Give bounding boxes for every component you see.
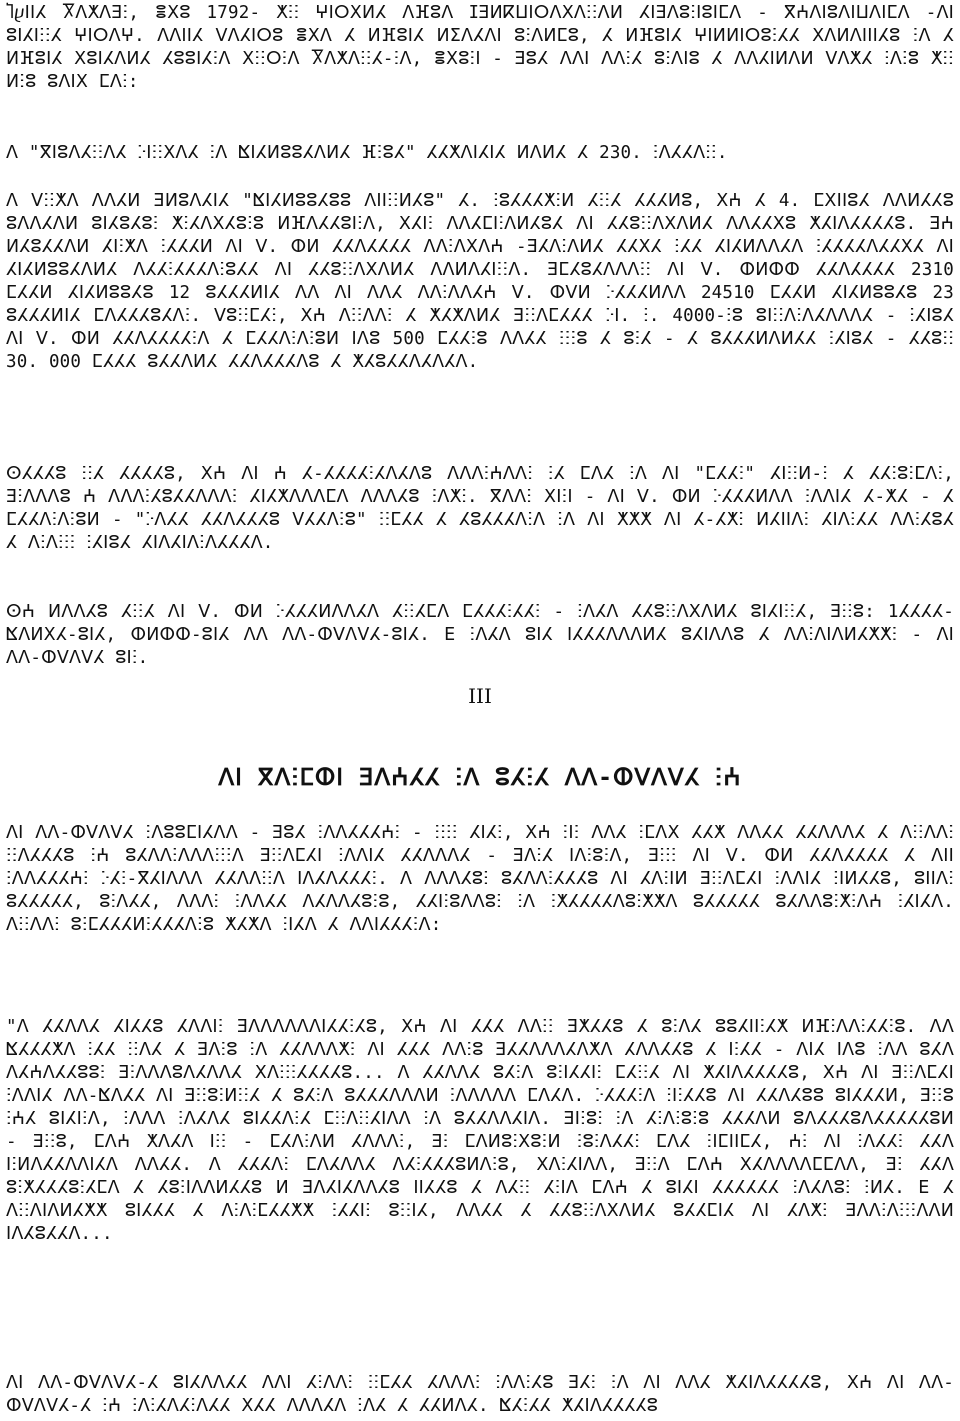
paragraph-closing: ⴷⵏ ⴷⴷ-ⵀⴸⴷⴸⵃ-ⵃ ⵓⵏⵃⴷⴷⵃⵃ ⴷⴷⵏ ⵃⵗⴷⴷⵗ ⵗⵗⵎⵃⵃ ⵃⴷⴷⴷⵗ ⵗⴷⴷⵗⵃⵓ ⴺⵃⵗ ⵗⴷ ⴷⵏ ⴷⴷⵃ ⵅⵃⵏⴷⵃⵃⵃⵃⵓ, ⵝⵄ ⴷⵏ ⴷⴷ-ⵀⴸⴷⴸⵃ-ⵃ ⵗⵄ ⵗⴷⵗⵃⴷⵃⵗⴷⵃⵃ ⵝⵃⵃ ⴷⴷⴷⵃⴷ ⵗⴷⵃ ⵃ ⵃⵃⵍⴷⵃ. ⴿⵃⵗⵃⵃ ⵅⵃⵏⴷⵃⵃⵃⵃⵓ: [6, 1373, 954, 1416]
paragraph-statistics: ⴷ ⴸⵗⵗⵅⴷ ⴷⴷⵃⵍ ⴺⵍⵓⴷⵃⵏⵃ "ⴿⵏⵃⵍⵓⵓⵃⵓⵓ ⴷⵏⵏⵗⵗⵍⵃⵓ" ⵃ. ⵗⵓⵃⵃⵃⵅⵗⵍ ⵃⵗⵗⵃ ⵃⵃⵃⵍⵓ, ⵝⵄ ⵃ 4. ⵎⵝⵏⵏⵓⵃ ⴷⴷⵍⵃⵃⵓ ⵓⴷⴷⵃⴷⵍ ⵓⵏⵃⵓⵃⵓⵗ ⵅⵗⵃⴷⵝⵃⵓⵗⵓ ⵍⴼⴷⵃⵃⵓⵏⵗⴷ, ⵝⵃⵏⵗ ⴷⴷⵃⵎⵏⵗⴷⵍⵃⵓⵃ ⴷⵏ ⵃⵃⵓⵗⵗⴷⵝⴷⵍⵃ ⴷⴷⵃⵃⵝⵓ ⵅⵃⵏⴷⵃⵃⵃⵃⵓ. ⴺⵄ ⵍⵃⵓⵃⵃⴷⵍ ⵃⵏⵗⵅⴷ ⵗⵃⵃⵃⵍ ⴷⵏ ⴸ. ⵀⵍ ⵃⵃⴷⵃⵃⵃⵃ ⴷⴷⵗⴷⵝⴷⵄ -ⴺⵃⴷⵗⴷⵍⵃ ⵃⵃⵝⵃ ⵗⵃⵃ ⵃⵏⵃⵍⴷⴷⵃⴷ ⵗⵃⵃⵃⵃⴷⵃⵃⵝⵃ ⴷⵏ ⵃⵏⵃⵍⵓⵓⵃⴷⵍⵃ ⴷⵃⵃⵗⵃⵃⵃⴷⵗⵓⵃⵃ ⴷⵏ ⵃⵃⵓⵗⵗⴷⵝⴷⵍⵃ ⴷⴷⵍⴷⵃⵏⵗⵗⴷ. ⴺⵎⵃⵓⵃⴷⴷⴷⵗⵗ ⴷⵏ ⴸ. ⵀⵍⵀⵀ ⵃⵃⴷⵃⵃⵃⵃ 2310 ⵎⵃⵃⵍ ⵃⵏⵃⵍⵓⵓⵃⵓ 12 ⵓⵃⵃⵃⵍⵏⵃ ⴷⴷ ⴷⵏ ⴷⴷⵃ ⴷⴷⵗⴷⴷⵃⵄ ⴸ. ⵀⴸⵍ ⴾⵃⵃⵃⵍⴷⴷ 24510 ⵎⵃⵃⵍ ⵃⵏⵃⵍⵓⵓⵃⵓ 23 ⵓⵃⵃⵃⵍⵏⵃ ⵎⴷⵃⵃⵃⵓⵃⴷⵗ. ⴸⵓⵗⵗⵎⵃⵗ, ⵝⵄ ⴷⵗⵗⴷⴷⵗ ⵃ ⵅⵃⵅⴷⵍⵃ ⴺⵗⵗⴷⵎⵃⵃⵃ ⴾⵏ. ⵗ. 4000-ⵗⵓ ⵓⵏⵗⵗⴷⵗⴷⵃⴷⴷⴷⵃ - ⵗⵃⵏⵓⵃ ⴷⵏ ⴸ. ⵀⵍ ⵃⵃⴷⵃⵃⵃⵃⵗⴷ ⵃ ⵎⵃⵃⴷⵗⴷⵗⵓⵍ ⵏⴷⵓ 500 ⵎⵃⵃⵗⵓ ⴷⴷⵃⵃ ⵗⵗⵗⵓ ⵃ ⵓⵗⵃ - ⵃ ⵓⵃⵃⵃⵍⴷⵍⵃⵃ ⵗⵃⵏⵓⵃ - ⵃⵃⵓⵗⵗ 30. 000 ⵎⵃⵃⵃ ⵓⵃⵃⴷⵍⵃ ⵃⵃⴷⵃⵃⵃⴷⵓ ⵃ ⵅⵃⵓⵃⵃⴷⵃⴷⵃⴷ.: [6, 191, 954, 372]
section-number: III: [468, 684, 492, 708]
paragraph-region: ⵙⵃⵃⵃⵓ ⵗⵗⵃ ⵃⵃⵃⵃⵓ, ⵝⵄ ⴷⵏ ⵄ ⵃ-ⵃⵃⵃⵃⵗⵃⴷⵃⴷⵓ ⴷⴷⴷⵗⵄⴷⴷⵗ ⵗⵃ ⵎⴷⵃ ⵗⴷ ⴷⵏ "ⵎⵃⵃⵗ" ⵃⵏⵗⵗⵍ-ⵗ ⵃ ⵃⵃⵗⵓⵗⵎⴷⵗ, ⴺⵗⴷⴷⴷⵓ ⵄ ⴷⴷⴷⵗⵃⵓⵃⵃⴷⴷⴷⵗ ⵃⵏⵃⵅⴷⴷⴷⵎⴷ ⴷⴷⴷⵃⵓ ⵗⴷⵅⵗ. ⴳⴷⴷⵗ ⵝⵏⵗⵏ - ⴷⵏ ⴸ. ⵀⵍ ⴾⵃⵃⵃⵍⴷⴷ ⵗⴷⴷⵏⵃ ⵃ-ⵅⵃ - ⵃ ⵎⵃⵃⴷⵗⴷⵗⵓⵍ - "ⴾⴷⵃⵃ ⵃⵃⴷⵃⵃⵃⵓ ⴸⵃⵃⴷⵗⵓ" ⵗⵗⵎⵃⵃ ⵃ ⵃⵓⵃⵃⵃⴷⵗⴷ ⵗⴷ ⴷⵏ ⵅⵅⵅ ⴷⵏ ⵃ-ⵃⵅⵗ ⵍⵃⵏⵏⴷⵗ ⵃⵏⴷⵗⵃⵃ ⴷⴷⵗⵃⵓⵃ ⵃ ⴷⵗⴷⵗⵗⵗ ⵗⵃⵏⵓⵃ ⵃⵏⴷⵃⵏⴷⵗⴷⵃⵃⵃⴷ.: [6, 464, 954, 553]
paragraph-quotation: "ⴷ ⵃⵃⴷⴷⵃ ⵃⵏⵃⵃⵓ ⵃⴷⴷⵏⵗ ⴺⴷⴷⴷⴷⴷⴷⵏⵃⵃⵗⵃⵓ, ⵝⵄ ⴷⵏ ⵃⵃⵃ ⴷⴷⵗⵗ ⴺⵅⵃⵃⵓ ⵃ ⵓⵗⴷⵃ ⵓⵓⵃⵏⵏⵗⵃⵅ ⵍⴼⵗⴷⴷⵗⵃⵃⵗⵓ. ⴷⴷ ⴿⵃⵃⵃⵅⴷ ⵗⵃⵃ ⵗⵗⴷⵃ ⵃ ⴺⴷⵗⵓ ⵗⴷ ⵃⵃⴷⴷⴷⵅⵗ ⴷⵏ ⵃⵃⵃ ⴷⴷⵗⵓ ⴺⵃⵃⴷⴷⴷⵃⴷⵅⴷ ⵃⴷⴷⵃⵃⵓ ⵃ ⵏⵗⵃⵃ - ⴷⵏⵃ ⵏⴷⵓ ⵗⴷⴷ ⵓⵃⴷ ⴷⵃⵄⴷⵃⵃⵓⵓⵗ ⴺⵗⴷⴷⴷⵓⴷⵃⴷⴷⵃ ⵝⴷⵗⵗⵗⵃⵃⵃⵃⵓ... ⴷ ⵃⵃⴷⴷⵃ ⵓⵃⵗⴷ ⵓⵗⵏⵃⵃⵏⵗ ⵎⵃⵗⵗⵃ ⴷⵏ ⵅⵃⵏⴷⵃⵃⵃⵃⵓ, ⵝⵄ ⴷⵏ ⴺⵗⵗⴷⵎⵃⵏ ⵗⴷⴷⵏⵃ ⴷⴷ-ⴿⴷⵃⵃ ⴷⵏ ⴺⵗⵗⵓⵗⵍⵗⵗⵃ ⵃ ⵓⵃⵗⴷ ⵓⵃⵃⵃⴷⴷⴷⵍ ⵗⴷⴷⴷⴷⴷ ⵎⴷⵃⴷ. ⴾⵃⵃⵃⵗⴷ ⵗⵏⵗⵃⵃⵓ ⴷⵏ ⵃⵃⴷⵃⵓⵓ ⵓⵏⵃⵃⵃⵍ, ⴺⵗⵗⵓ ⵗⵄⵃ ⵓⵏⵃⵏⵗⴷ, ⵗⴷⴷⴷ ⵗⴷⵃⴷⵃ ⵓⵏⵃⵃⴷⵗⵃ ⵎⵗⵗⴷⵗⵗⵃⵏⴷⴷ ⵗⴷ ⵓⵃⵃⴷⴷⵃⵏⴷ. ⴺⵏⵗⵓⵗ ⵗⴷ ⵃⵗⴷⵗⵓⵗⵓ ⵃⵃⵃⴷⵍ ⵓⴷⵃⵃⵃⵓⴷⵃⵃⵃⵃⵃⵓⵍ - ⴺⵗⵗⵓ, ⵎⴷⵄ ⵅⴷⵃⴷ ⵏⵗⵗ - ⵎⵃⴷⵗⴷⵍ ⵃⴷⴷⴷⵗ, ⴺⵗ ⵎⴷⵍⵓⵗⵝⵓⵗⵍ ⵗⵓⵗⴷⵃⵃⵗ ⵎⴷⵃ ⵗⵏⵎⵏⵏⵎⵃ, ⵄⵗ ⴷⵏ ⵗⴷⵃⵃⵗ ⵃⵃⴷ ⵏⵗⵍⴷⵃⵃⴷⴷⵏⵃⴷ ⴷⴷⵃⵃ. ⴷ ⵃⵃⵃⴷⵗ ⵎⴷⵃⴷⴷⵃ ⴷⵃⵗⵃⵃⵃⵓⵍⴷⵗⵓ, ⵝⴷⵗⵃⵏⴷⴷ, ⴺⵗⵗⴷ ⵎⴷⵄ ⵝⵃⴷⴷⴷⴷⵎⵎⴷⴷ, ⴺⵗ ⵃⵃⴷ ⵓⵗⵅⵃⵃⵃⵓⵗⵃⵎⴷ ⵃ ⵃⵓⵗⵏⴷⴷⵍⵃⵃⵓ ⵍ ⴺⴷⵃⵏⵃⴷⴷⵃⵓ ⵏⵏⵃⵃⵓ ⵃ ⴷⵃⵗⵗ ⵃⵗⵏⴷ ⵎⴷⵄ ⵃ ⵓⵏⵃⵏ ⵃⵃⵃⵃⵃⵃ ⵗⴷⵃⴷⵓⵗ ⵗⵍⵃ. ⴹ ⵃ ⴷⵗⵗⴷⵏⴷⵍⵃⵅⵅ ⵓⵏⵃⵃⵃ ⵃ ⴷⵗⴷⵗⵎⵃⵃⵅⵅ ⵗⵃⵃⵏⵗ ⵓⵗⵗⵏⵃ, ⴷⴷⵃⵃ ⵃ ⵃⵃⵓⵗⵗⴷⵝⴷⵍⵃ ⵓⵃⵃⵎⵏⵃ ⴷⵏ ⵃⴷⵅⵗ ⴺⴷⴷⵗⴷⵗⵗⵗⴷⴷⵍ ⵏⴷⵃⵓⵃⵃⴷ...: [6, 1017, 954, 1244]
paragraph-districts: ⵙⵄ ⵍⴷⴷⵃⵓ ⵃⵗⵗⵃ ⴷⵏ ⴸ. ⵀⵍ ⴾⵃⵃⵃⵍⴷⴷⵃⴷ ⵃⵗⵗⵃⵎⴷ ⵎⵃⵃⵃⵗⵃⵃⵗ - ⵗⴷⵃⴷ ⵃⵃⵓⵗⵗⴷⵝⴷⵍⵃ ⵓⵏⵃⵏⵗⵗⵃ, ⴺⵗⵗⵓ: 1ⵃⵃⵃⵃ-ⴿⴷⵍⵝⵃ-ⵓⵏⵃ, ⵀⵍⵀⵀ-ⵓⵏⵃ ⴷⴷ ⴷⴷ-ⵀⴸⴷⴸⵃ-ⵓⵏⵃ. ⴹ ⵗⴷⵃⴷ ⵓⵏⵃ ⵏⵃⵃⵃⴷⴷⴷⵍⵃ ⵓⵃⵏⴷⴷⵓ ⵃ ⴷⴷⵗⴷⵏⴷⵍⵃⵅⵅⵗ - ⴷⵏ ⴷⴷ-ⵀⴸⴷⴸⵃ ⵓⵏⵗ.: [6, 602, 954, 668]
paragraph-intro: Ⴈⴞⵏⵏⵃ Ⴟⴷⵅⴷⴺⵗ, ⴻⵝⵓ 1792- ⵅⵗⵗ ⵖⵏⵔⵝⵍⵃ ⴷⴼⵓⴷ ⵊⴺⵍⴽⵡⵏⵔⴷⵝⴷⵗⵗⴷⵍ ⵃⵏⴺⴷⵓⵗⵏⵓⵏⵎⴷ - ⴳⵄⴷⵏⵓⴷⵏⵡⴷⵏⵎⴷ -ⴷⵏ ⵓⵏⵃⵏⵗⵗⵃ ⵖⵏⵔⴷⵖ. ⴷⴷⵏⵏⵃ ⴸⴷⵃⵏⵔⵓ ⴻⵝⴷ ⵃ ⵍⴼⵓⵏⵃ ⵍⵉⴷⵃⴷⵏ ⵓⵗⴷⵍⵎⵓ, ⵃ ⵍⴼⵓⵏⵃ ⵖⵏⵍⵍⵏⵔⵓⵗⵃⵃ ⵝⴷⵍⴷⵏⵏⵏⵃⵓ ⵗⴷ ⵃ ⵍⴼⵓⵏⵃ ⵝⵓⵏⵃⴷⵍⵃ ⵃⵓⵓⵏⵃⵗⴷ ⵝⵗⵗⵔⵗⴷ Ⴟⴷⵅⴷⵗⵗⵃ-ⵗⴷ, ⴻⵝⵓⵗⵏ - ⴺⵓⵃ ⴷⴷⵏ ⴷⴷⵗⵃ ⵓⵗⴷⵏⵓ ⵃ ⴷⴷⵃⵏⵍⴷⵍ ⴸⴷⵅⵃ ⵗⴷⵗⵓ ⵅⵗⵗ ⵍⵗⵓ ⵓⴷⵏⵝ ⵎⴷⵗ:: [6, 3, 954, 92]
paragraph-section-intro: ⴷⵏ ⴷⴷ-ⵀⴸⴷⴸⵃ ⵗⴷⵓⵓⵎⵏⵃⴷⴷ - ⴺⵓⵃ ⵗⴷⴷⵃⵃⵃⵄⵗ - ⵗⵗⵗⵗ ⵃⵏⵃⵗ, ⵝⵄ ⵗⵏⵗ ⴷⴷⵃ ⵗⵎⴷⵝ ⵃⵃⵅ ⴷⴷⵃⵃ ⵃⵃⴷⴷⴷⵃ ⵃ ⴷⵗⵗⴷⴷⵗ ⵗⵗⴷⵃⵃⵃⵓ ⵗⵄ ⵓⵃⴷⴷⵗⴷⴷⴷⵗⵗⵗⴷ ⴺⵗⵗⴷⵎⵃⵏ ⵗⴷⴷⵏⵃ ⵃⵃⴷⴷⴷⵃ - ⴺⴷⵗⵃ ⵏⴷⵗⵓⵗⴷ, ⴺⵗⵗⵗ ⴷⵏ ⴸ. ⵀⵍ ⵃⵃⴷⵃⵃⵃⵃ ⵃ ⴷⵏⵏ ⵗⴷⴷⵃⵃⵃⵄⵗ ⴾⵃⵗ-ⴳⵃⵏⴷⴷⴷ ⵃⵃⴷⴷⵗⵗⴷ ⵏⴷⵃⴷⵃⵃⵃⵗ. ⴷ ⴷⴷⴷⵃⵓⵗ ⵓⵃⴷⴷⵗⵃⵃⵃⵓ ⴷⵏ ⵃⴷⵗⵏⵍ ⴺⵗⵗⴷⵎⵃⵏ ⵗⴷⴷⵏⵃ ⵗⵏⵍⵃⵃⵓ, ⵓⵏⵏⴷⵗ ⵓⵃⵃⵃⵃⵃ, ⵓⵗⴷⵃⵃ, ⴷⴷⴷⵗ ⵗⴷⴷⵃⵃ ⴷⵃⴷⴷⵃⵓⵗⵓ, ⵃⵃⵏⵗⵓⴷⴷⵓⵗ ⵗⴷ ⵗⵅⵃⵃⵃⵃⴷⵓⵗⵅⵅⴷ ⵓⵃⵃⵃⵃⵃ ⵓⵃⴷⴷⵓⵗⵅⵗⴷⵄ ⵗⵃⵏⵃⴷ. ⴷⵗⵗⴷⴷⵗ ⵓⵗⵎⵃⵃⵃⵍⵗⵃⵃⵃⴷⵗⵓ ⵅⵃⵅⴷ ⵗⵏⵃⴷ ⵃ ⴷⴷⵏⵃⵃⵃⵗⴷ:: [6, 823, 954, 935]
paragraph-title-reference: ⴷ "ⴳⵏⵓⴷⵃⵗⵗⴷⵃ ⴾⵏⵗⵗⵝⴷⵃ ⵗⴷ ⴿⵏⵃⵍⵓⵓⵃⴷⵍⵃ ⴼⵗⵓⵃ" ⵃⵃⵅⴷⵏⵃⵏⵃ ⵍⴷⵍⵃ ⵃ 230. ⵗⴷⵃⵃⴷⵗⵗ.: [6, 143, 728, 163]
section-title: ⴷⵏ ⴳⴷⵗⵎⵀⵏ ⴺⴷⵄⵃⵃ ⵗⴷ ⵓⵃⵗⵃ ⴷⴷ-ⵀⴸⴷⴸⵃ ⵗⵄ: [218, 765, 742, 791]
